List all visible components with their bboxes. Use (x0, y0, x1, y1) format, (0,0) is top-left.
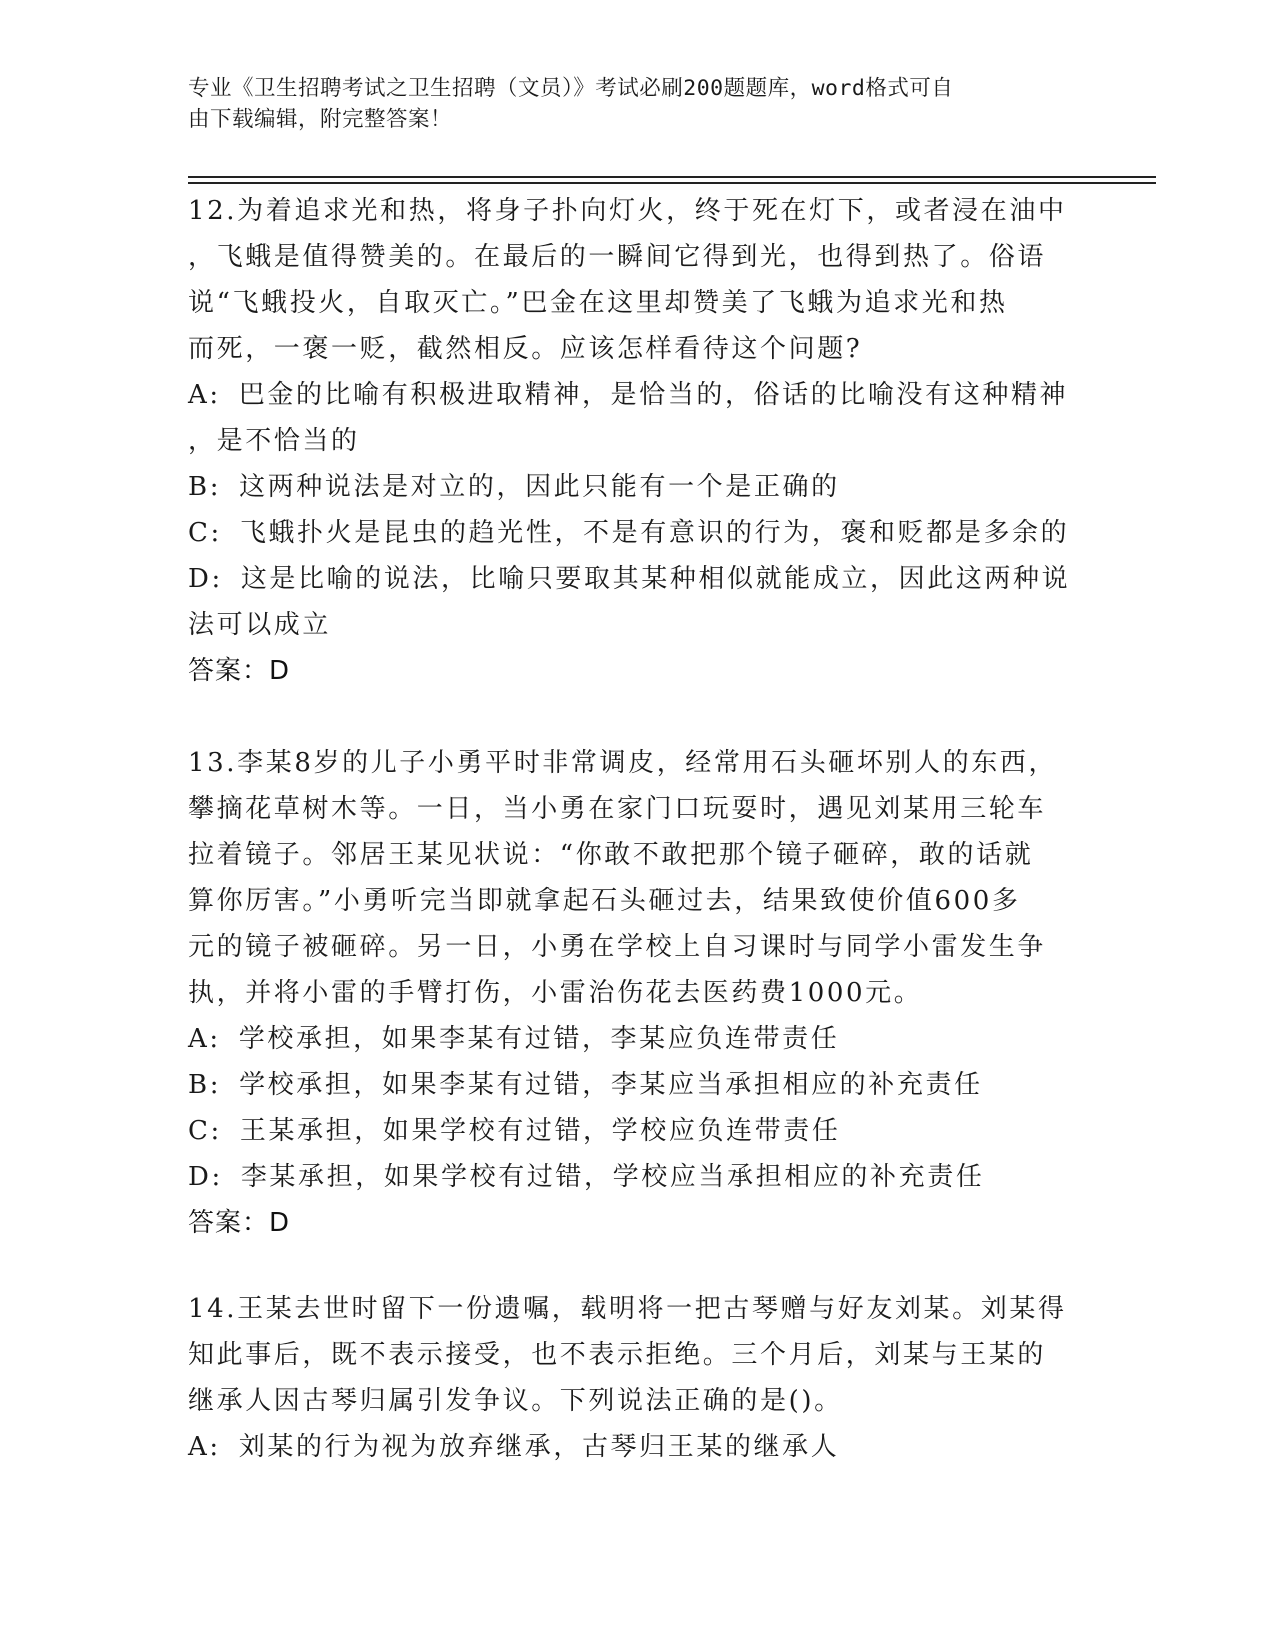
document-body (188, 188, 1078, 1470)
option-letter: B: (188, 1070, 222, 1100)
spacer (188, 694, 1078, 740)
option-text: 王某承担，如果学校有过错，学校应负连带责任 (239, 1116, 841, 1146)
option-text: 学校承担，如果李某有过错，李某应负连带责任 (238, 1024, 840, 1054)
question-text-line: 14.王某去世时留下一份遗嘱，载明将一把古琴赠与好友刘某。刘某得 (188, 1294, 1067, 1324)
option-text: 这两种说法是对立的，因此只能有一个是正确的 (239, 472, 840, 502)
option-a (188, 1424, 1078, 1470)
option-c (188, 1108, 1078, 1154)
option-text: 巴金的比喻有积极进取精神，是恰当的，俗话的比喻没有这种精神 (238, 380, 1069, 410)
question-text-line: 元的镜子被砸碎。另一日，小勇在学校上自习课时与同学小雷发生争 (188, 932, 1047, 962)
option-d (188, 556, 1078, 602)
option-a (188, 1016, 1078, 1062)
option-b (188, 1062, 1078, 1108)
option-text: 学校承担，如果李某有过错，李某应当承担相应的补充责任 (239, 1070, 983, 1100)
option-text: 李某承担，如果学校有过错，学校应当承担相应的补充责任 (240, 1162, 985, 1192)
option-d-continuation: 法可以成立 (188, 610, 332, 640)
option-b (188, 464, 1078, 510)
option-text: 飞蛾扑火是昆虫的趋光性，不是有意识的行为，褒和贬都是多余的 (239, 518, 1070, 548)
question-text-line: 算你厉害。”小勇听完当即就拿起石头砸过去，结果致使价值600多 (188, 886, 1021, 916)
question-text-line: 说“飞蛾投火，自取灭亡。”巴金在这里却赞美了飞蛾为追求光和热 (188, 288, 1008, 318)
option-letter: C: (188, 1116, 222, 1146)
option-text: 这是比喻的说法，比喻只要取其某种相似就能成立，因此这两种说 (240, 564, 1071, 594)
option-d (188, 1154, 1078, 1200)
question-14 (188, 1286, 1078, 1470)
option-letter: B: (188, 472, 222, 502)
header-divider-top (188, 176, 1156, 178)
option-letter: D: (188, 564, 223, 594)
question-13 (188, 740, 1078, 1246)
question-text-line: 12.为着追求光和热，将身子扑向灯火，终于死在灯下，或者浸在油中 (188, 196, 1067, 226)
option-c (188, 510, 1078, 556)
header-divider-bottom (188, 182, 1156, 184)
answer-label: 答案：D (188, 1208, 291, 1238)
answer-label: 答案：D (188, 656, 291, 686)
question-12 (188, 188, 1078, 694)
question-text-line: 知此事后，既不表示接受，也不表示拒绝。三个月后，刘某与王某的 (188, 1340, 1047, 1370)
question-text-line: ，飞蛾是值得赞美的。在最后的一瞬间它得到光，也得到热了。俗语 (188, 242, 1047, 272)
option-letter: A: (188, 380, 221, 410)
document-header (188, 73, 1078, 135)
option-a-continuation: ，是不恰当的 (188, 426, 360, 456)
question-text-line: 13.李某8岁的儿子小勇平时非常调皮，经常用石头砸坏别人的东西， (188, 748, 1058, 778)
header-line-2: 由下载编辑，附完整答案！ (188, 107, 453, 132)
option-a (188, 372, 1078, 418)
option-text: 刘某的行为视为放弃继承，古琴归王某的继承人 (238, 1432, 840, 1462)
question-text-line: 拉着镜子。邻居王某见状说：“你敢不敢把那个镜子砸碎，敢的话就 (188, 840, 1034, 870)
question-text-line: 执，并将小雷的手臂打伤，小雷治伤花去医药费1000元。 (188, 978, 923, 1008)
option-letter: D: (188, 1162, 223, 1192)
question-text-line: 继承人因古琴归属引发争议。下列说法正确的是()。 (188, 1386, 843, 1416)
option-letter: A: (188, 1024, 221, 1054)
header-line-1: 专业《卫生招聘考试之卫生招聘（文员）》考试必刷200题题库，word格式可自 (188, 76, 954, 101)
spacer (188, 1246, 1078, 1286)
option-letter: C: (188, 518, 222, 548)
question-text-line: 攀摘花草树木等。一日，当小勇在家门口玩耍时，遇见刘某用三轮车 (188, 794, 1047, 824)
question-text-line: 而死，一褒一贬，截然相反。应该怎样看待这个问题? (188, 334, 863, 364)
option-letter: A: (188, 1432, 221, 1462)
